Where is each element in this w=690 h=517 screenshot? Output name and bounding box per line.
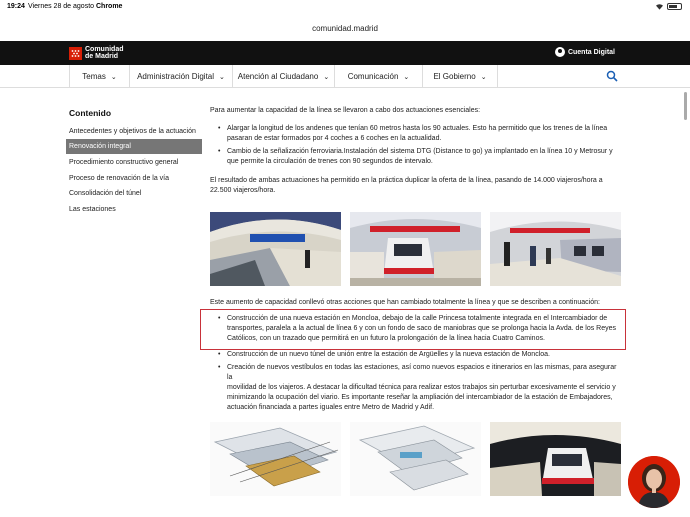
address-bar[interactable]	[0, 14, 690, 41]
list-item	[210, 124, 622, 144]
sidebar-item-consolidacion[interactable]: Consolidación del túnel	[69, 190, 142, 197]
list-item-line: movilidad de los viajeros. A destacar la dificultad técnica para realizar estos trabajos sin perturbar excesivamente el servicio y	[227, 384, 616, 391]
url-text: comunidad.madrid	[312, 24, 378, 33]
status-date: Viernes 28 de agosto	[28, 3, 95, 10]
highlight-box	[200, 309, 626, 350]
chevron-down-icon: ⌄	[323, 73, 330, 81]
list-item-line: que permite la circulación de trenes con 90 segundos de intervalo.	[227, 158, 433, 165]
site-logo[interactable]	[69, 46, 124, 60]
intro-text: Para aumentar la capacidad de la línea se llevaron a cabo dos actuaciones esenciales:	[210, 107, 481, 114]
metro-people-photo-1	[490, 212, 621, 286]
user-icon	[555, 47, 565, 57]
logo-stars-icon	[69, 47, 82, 60]
sidebar-item-renovacion-integral[interactable]: Renovación integral	[66, 139, 202, 154]
nav-label: Administración Digital	[137, 72, 215, 81]
nav-label: El Gobierno	[433, 72, 476, 81]
nav-item-atencion-ciudadano[interactable]	[232, 65, 334, 88]
sidebar-title: Contenido	[69, 108, 112, 118]
list-item-line: • Cambio de la señalización ferroviaria.Instalación del sistema DTG (Distance to go) ya implantado en la línea 10 y Metrosur y	[227, 148, 613, 155]
nav-item-temas[interactable]	[69, 65, 129, 88]
chevron-down-icon: ⌄	[480, 73, 487, 81]
list-item	[210, 147, 622, 167]
result-text	[210, 176, 603, 196]
list-item	[210, 363, 622, 413]
list-item	[210, 350, 622, 360]
list-item-line: • Construcción de una nueva estación en Moncloa, debajo de la calle Princesa totalmente integrada en el Intercambiador de	[227, 315, 608, 322]
list-item-line: • Alargar la longitud de los andenes que tenían 60 metros hasta los 90 actuales. Esto ha permitido que los trenes de la línea	[227, 125, 608, 132]
station-diagram-2	[350, 422, 481, 496]
list-item-line: actuación financiada a partes iguales entre Metro de Madrid y Adif.	[227, 404, 435, 411]
list-item-line: minimizando la ocupación del viario. Es importante reseñar la ampliación del intercambiador de la estación de Embajadores,	[227, 394, 613, 401]
status-icons	[655, 3, 682, 10]
result-line: 22.500 viajeros/hora.	[210, 187, 276, 194]
account-button[interactable]	[555, 47, 615, 57]
list-item-line: pasaran de estar formados por 4 coches a 6 coches en la actualidad.	[227, 135, 442, 142]
sidebar-item-estaciones[interactable]: Las estaciones	[69, 206, 116, 213]
site-header	[0, 41, 690, 65]
wifi-icon	[655, 3, 664, 10]
assistant-avatar-button[interactable]	[628, 456, 680, 508]
main-nav	[0, 65, 690, 88]
list-item-line: transportes, paralela a la actual de línea 6 y con un fondo de saco de maniobras que se prolonga hacia la Avda. de los Reyes	[227, 325, 617, 332]
nav-label: Comunicación	[347, 72, 399, 81]
battery-icon	[667, 3, 682, 10]
metro-train-photo-2	[490, 422, 621, 496]
status-bar	[0, 0, 690, 14]
nav-item-administracion-digital[interactable]	[129, 65, 232, 88]
nav-label: Atención al Ciudadano	[237, 72, 319, 81]
list-item-line: • Construcción de un nuevo túnel de unión entre la estación de Argüelles y la nueva estación de Moncloa.	[227, 351, 550, 358]
logo-line2: de Madrid	[85, 53, 119, 60]
result-line: El resultado de ambas actuaciones ha permitido en la práctica duplicar la oferta de la línea, pasando de 14.000 viajeros/hora a	[210, 177, 603, 184]
chevron-down-icon: ⌄	[219, 73, 225, 81]
logo-line1: Comunidad	[85, 46, 124, 53]
more-text: Este aumento de capacidad conllevó otras acciones que han cambiado totalmente la línea y que se describen a continuación:	[210, 299, 600, 306]
sidebar-item-antecedentes[interactable]: Antecedentes y objetivos de la actuación	[69, 128, 196, 135]
account-label: Cuenta Digital	[567, 48, 615, 56]
logo-text	[85, 46, 124, 60]
list-item-line: • Creación de nuevos vestíbulos en todas las estaciones, así como nuevos espacios e itinerarios en las mismas, para asegurar la	[227, 364, 617, 381]
station-diagram-1	[210, 422, 341, 496]
sidebar-item-proceso-via[interactable]: Proceso de renovación de la vía	[69, 175, 170, 182]
chevron-down-icon: ⌄	[403, 73, 410, 81]
search-icon[interactable]	[606, 70, 618, 82]
status-time: 19:24	[7, 3, 25, 10]
nav-item-el-gobierno[interactable]	[422, 65, 498, 88]
nav-label: Temas	[82, 72, 106, 81]
bullet-list-1	[210, 124, 622, 170]
nav-item-comunicacion[interactable]	[334, 65, 422, 88]
status-app: Chrome	[96, 3, 123, 10]
sidebar-item-procedimiento[interactable]: Procedimiento constructivo general	[69, 159, 179, 166]
list-item-line: Católicos, con un trazado que permitirá en un futuro la prolongación de la línea hacia Cuatro Caminos.	[227, 335, 545, 342]
chevron-down-icon: ⌄	[110, 73, 117, 81]
metro-train-photo-1	[350, 212, 481, 286]
metro-platform-photo-1	[210, 212, 341, 286]
page-scrollbar[interactable]	[684, 92, 687, 120]
